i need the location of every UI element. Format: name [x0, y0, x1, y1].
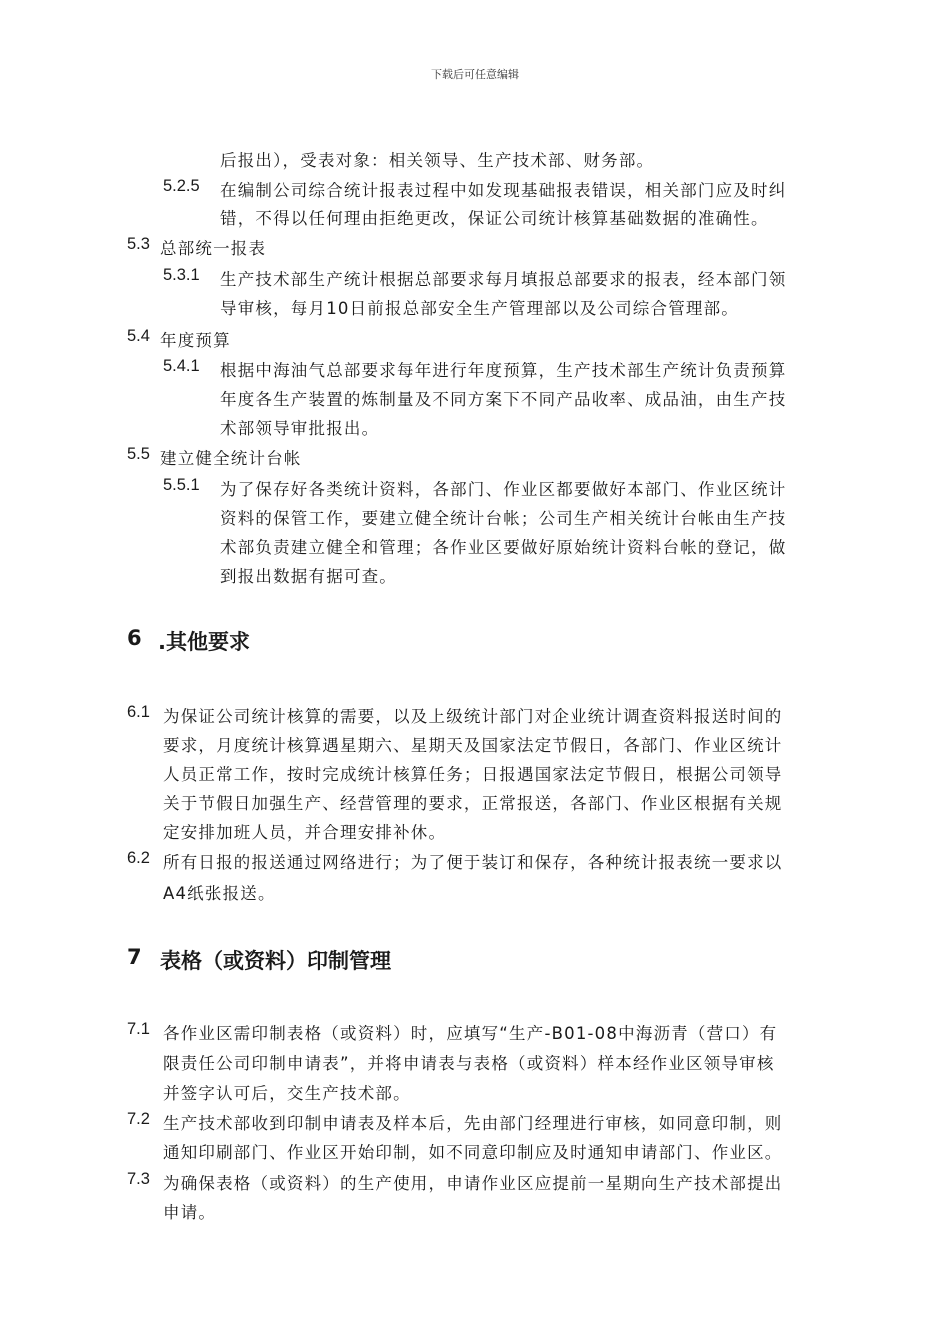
- text-line: 到报出数据有据可查。: [220, 567, 397, 586]
- text-line: 并签字认可后，交生产技术部。: [163, 1084, 411, 1103]
- heading-number: 7: [127, 945, 142, 969]
- section-number: 7.3: [127, 1170, 150, 1188]
- text-line: 关于节假日加强生产、经营管理的要求，正常报送，各部门、作业区根据有关规: [163, 794, 783, 813]
- section-number: 5.4: [127, 327, 150, 345]
- text-line: 通知印刷部门、作业区开始印制，如不同意印制应及时通知申请部门、作业区。: [163, 1143, 783, 1162]
- text-line: 导审核，每月10日前报总部安全生产管理部以及公司综合管理部。: [220, 299, 739, 318]
- text-line: 后报出），受表对象：相关领导、生产技术部、财务部。: [220, 151, 655, 170]
- section-number: 5.5: [127, 445, 150, 463]
- text-line: 为了保存好各类统计资料，各部门、作业区都要做好本部门、作业区统计: [220, 480, 787, 499]
- section-number: 5.3: [127, 235, 150, 253]
- text-line: 为确保表格（或资料）的生产使用，申请作业区应提前一星期向生产技术部提出: [163, 1174, 783, 1193]
- text-line: 在编制公司综合统计报表过程中如发现基础报表错误，相关部门应及时纠: [220, 181, 787, 200]
- text-line: A4纸张报送。: [163, 884, 276, 903]
- text-line: 申请。: [163, 1203, 217, 1222]
- clause-number: 5.3.1: [163, 266, 200, 284]
- section-title: 建立健全统计台帐: [160, 449, 302, 468]
- clause-number: 5.2.5: [163, 177, 200, 195]
- section-number: 6.1: [127, 703, 150, 721]
- heading-title: 表格（或资料）印制管理: [160, 949, 391, 973]
- page-header: 下载后可任意编辑: [431, 68, 519, 81]
- heading-number: 6: [127, 626, 142, 650]
- text-line: 年度各生产装置的炼制量及不同方案下不同产品收率、成品油，由生产技: [220, 390, 787, 409]
- text-line: 各作业区需印制表格（或资料）时，应填写“生产-B01-08中海沥青（营口）有: [163, 1024, 778, 1043]
- text-line: 根据中海油气总部要求每年进行年度预算，生产技术部生产统计负责预算: [220, 361, 787, 380]
- text-line: 所有日报的报送通过网络进行；为了便于装订和保存，各种统计报表统一要求以: [163, 853, 783, 872]
- section-number: 7.2: [127, 1110, 150, 1128]
- text-line: 术部领导审批报出。: [220, 419, 380, 438]
- text-line: 为保证公司统计核算的需要，以及上级统计部门对企业统计调查资料报送时间的: [163, 707, 783, 726]
- text-line: 术部负责建立健全和管理；各作业区要做好原始统计资料台帐的登记，做: [220, 538, 787, 557]
- text-line: 要求，月度统计核算遇星期六、星期天及国家法定节假日，各部门、作业区统计: [163, 736, 783, 755]
- section-number: 6.2: [127, 849, 150, 867]
- clause-number: 5.5.1: [163, 476, 200, 494]
- text-line: 定安排加班人员，并合理安排补休。: [163, 823, 447, 842]
- section-number: 7.1: [127, 1020, 150, 1038]
- text-line: 错，不得以任何理由拒绝更改，保证公司统计核算基础数据的准确性。: [220, 209, 769, 228]
- text-line: 人员正常工作，按时完成统计核算任务；日报遇国家法定节假日，根据公司领导: [163, 765, 783, 784]
- text-line: 生产技术部生产统计根据总部要求每月填报总部要求的报表，经本部门领: [220, 270, 787, 289]
- heading-title: .其他要求: [158, 630, 250, 654]
- text-line: 资料的保管工作，要建立健全统计台帐；公司生产相关统计台帐由生产技: [220, 509, 787, 528]
- section-title: 总部统一报表: [160, 239, 267, 258]
- text-line: 生产技术部收到印制申请表及样本后，先由部门经理进行审核，如同意印制，则: [163, 1114, 783, 1133]
- section-title: 年度预算: [160, 331, 231, 350]
- text-line: 限责任公司印制申请表”，并将申请表与表格（或资料）样本经作业区领导审核: [163, 1054, 775, 1073]
- clause-number: 5.4.1: [163, 357, 200, 375]
